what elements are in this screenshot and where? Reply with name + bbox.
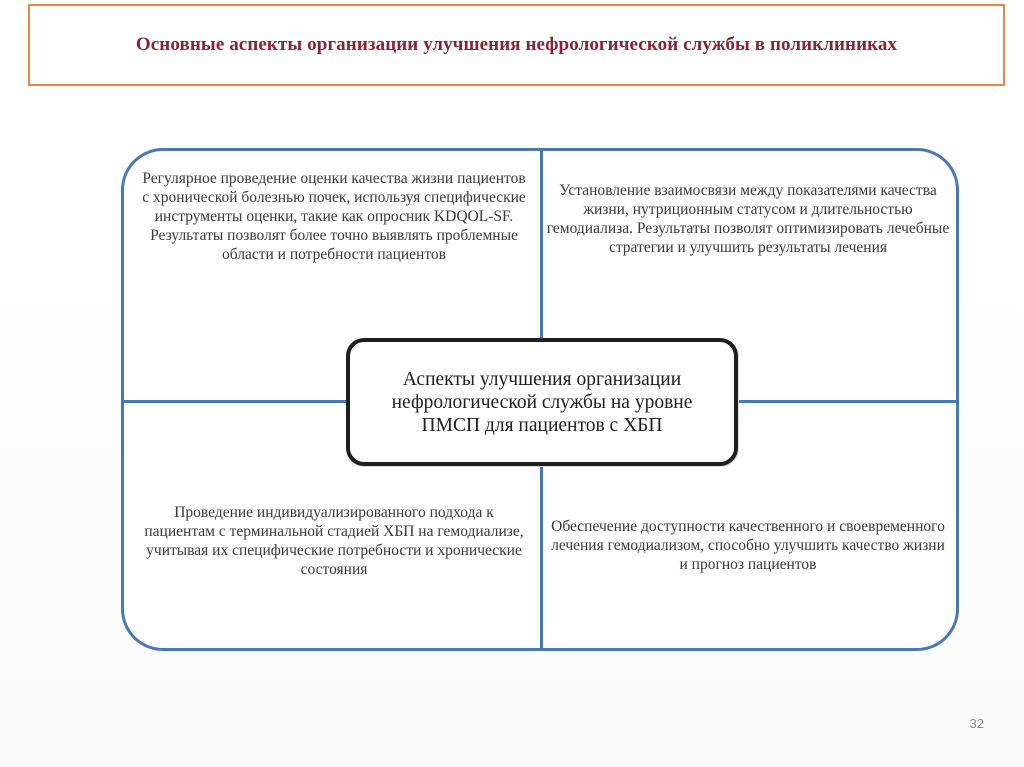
quadrant-top-left-text: Регулярное проведение оценки качества жизни пациентов с хронической болезнью почек, используя специфические инструменты оценки, такие как опросник KDQOL-SF. Результаты позволят более точно выявлять проблемные области и потребности пациентов [142,170,526,263]
quadrant-top-left [138,169,530,319]
title-frame [28,4,1005,86]
aspects-diagram [121,148,959,651]
center-topic-box [346,338,738,466]
quadrant-top-right [546,181,950,311]
page-number: 32 [969,716,984,731]
quadrant-bottom-right [546,517,950,607]
quadrant-top-right-text: Установление взаимосвязи между показателями качества жизни, нутриционным статусом и длительностью гемодиализа. Результаты позволят оптимизировать лечебные стратегии и улучшить результаты лечения [546,182,950,256]
slide-title: Основные аспекты организации улучшения нефрологической службы в поликлиниках [135,34,898,55]
quadrant-bottom-left-text: Проведение индивидуализированного подхода к пациентам с терминальной стадией ХБП на гемодиализе, учитывая их специфические потребности и хронические состояния [144,504,524,578]
center-topic-text: Аспекты улучшения организации нефрологической службы на уровне ПМСП для пациентов с ХБП [391,368,693,436]
quadrant-bottom-right-text: Обеспечение доступности качественного и своевременного лечения гемодиализом, способно улучшить качество жизни и прогноз пациентов [551,518,945,573]
quadrant-bottom-left [138,503,530,603]
